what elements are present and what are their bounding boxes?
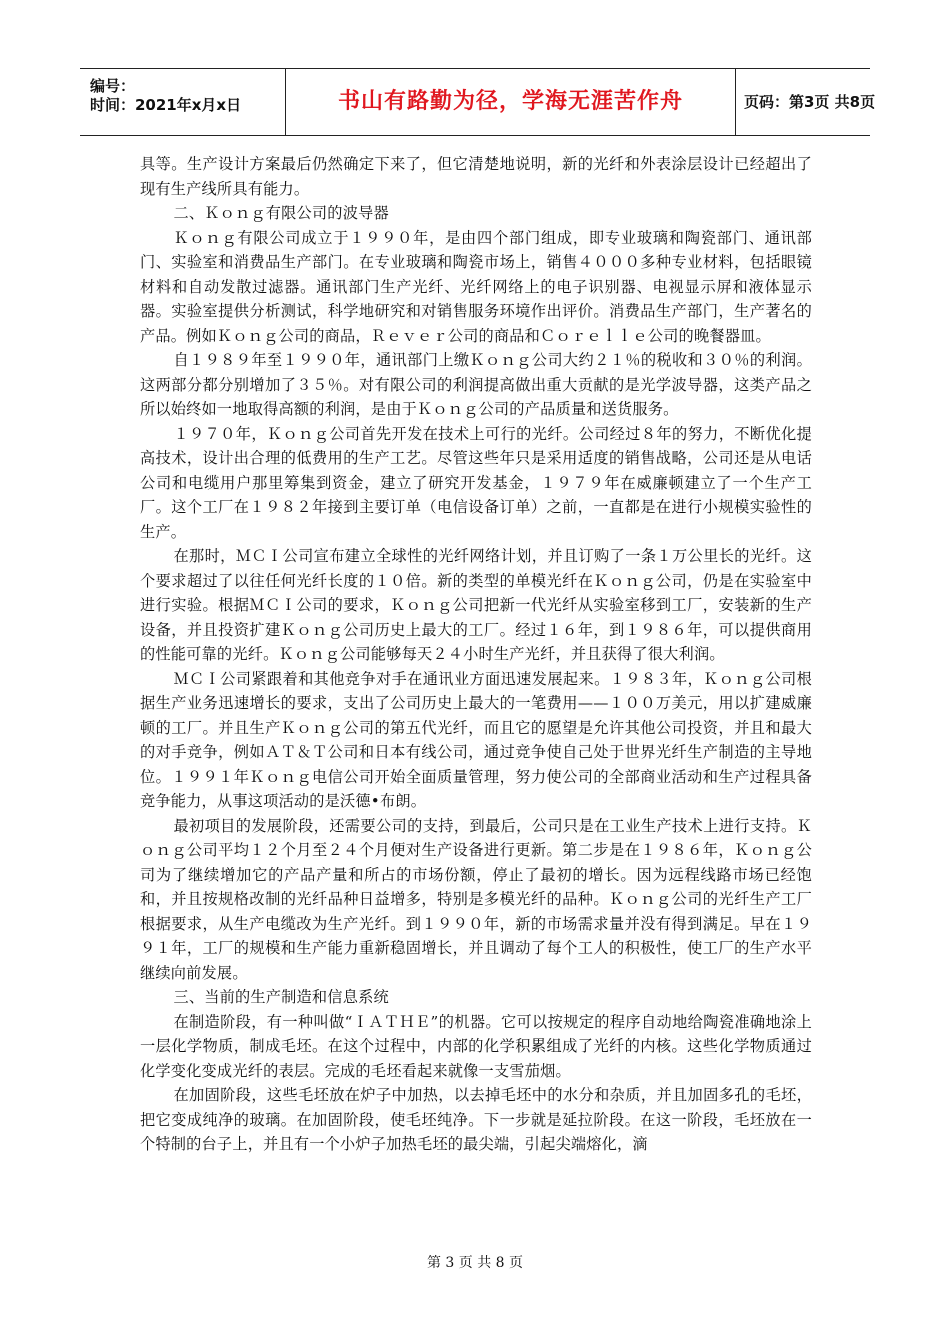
paragraph: ＭＣＩ公司紧跟着和其他竞争对手在通讯业方面迅速发展起来。１９８３年，Ｋｏｎｇ公司根据生产业务迅速增长的要求，支出了公司历史上最大的一笔费用——１００万美元，用以扩建威廉顿的工厂。并且生产Ｋｏｎｇ公司的第五代光纤，而且它的愿望是允许其他公司投资，并且和最大的对手竞争，例如ＡＴ＆Ｔ公司和日本有线公司，通过竞争使自己处于世界光纤生产制造的主导地位。１９９１年Ｋｏｎｇ电信公司开始全面质量管理，努力使公司的全部商业活动和生产过程具备竞争能力，从事这项活动的是沃德•布朗。 bbox=[140, 669, 812, 810]
paragraph: 在那时，ＭＣＩ公司宣布建立全球性的光纤网络计划，并且订购了一条１万公里长的光纤。这个要求超过了以往任何光纤长度的１０倍。新的类型的单模光纤在Ｋｏｎｇ公司，仍是在实验室中进行实验。根据ＭＣＩ公司的要求，Ｋｏｎｇ公司把新一代光纤从实验室移到工厂，安装新的生产设备，并且投资扩建Ｋｏｎｇ公司历史上最大的工厂。经过１６年，到１９８６年，可以提供商用的性能可靠的光纤。Ｋｏｎｇ公司能够每天２４小时生产光纤，并且获得了很大利润。 bbox=[140, 547, 812, 663]
paragraph: １９７０年，Ｋｏｎｇ公司首先开发在技术上可行的光纤。公司经过８年的努力，不断优化提高技术，设计出合理的低费用的生产工艺。尽管这些年只是采用适度的销售战略，公司还是从电话公司和电缆用户那里筹集到资金，建立了研究开发基金，１９７９年在威廉顿建立了一个生产工厂。这个工厂在１９８２年接到主要订单（电信设备订单）之前，一直都是在进行小规模实验性的生产。 bbox=[140, 424, 812, 541]
paragraph: 最初项目的发展阶段，还需要公司的支持，到最后，公司只是在工业生产技术上进行支持。Ｋｏｎｇ公司平均１２个月至２４个月便对生产设备进行更新。第二步是在１９８６年，Ｋｏｎｇ公司为了继续增加它的产品产量和所占的市场份额，停止了最初的增长。因为远程线路市场已经饱和，并且按规格改制的光纤品种日益增多，特别是多模光纤的品种。Ｋｏｎｇ公司的光纤生产工厂根据要求，从生产电缆改为生产光纤。到１９９０年，新的市场需求量并没有得到满足。早在１９９１年，工厂的规模和生产能力重新稳固增长，并且调动了每个工人的积极性，使工厂的生产水平继续向前发展。 bbox=[140, 816, 812, 982]
paragraph: 在制造阶段，有一种叫做“ＩＡＴＨＥ”的机器。它可以按规定的程序自动地给陶瓷准确地涂上一层化学物质，制成毛坯。在这个过程中，内部的化学积累组成了光纤的内核。这些化学物质通过化学变化变成光纤的表层。完成的毛坯看起来就像一支雪茄烟。 bbox=[140, 1012, 812, 1080]
paragraph-continuation: 具等。生产设计方案最后仍然确定下来了，但它清楚地说明，新的光纤和外表涂层设计已经超出了现有生产线所具有能力。 bbox=[140, 155, 812, 198]
paragraph: 自１９８９年至１９９０年，通讯部门上缴Ｋｏｎｇ公司大约２１％的税收和３０％的利润。这两部分都分别增加了３５％。对有限公司的利润提高做出重大贡献的是光学波导器，这类产品之所以始终如一地取得高额的利润，是由于Ｋｏｎｇ公司的产品质量和送货服务。 bbox=[140, 351, 812, 418]
header-page-cell bbox=[736, 69, 876, 135]
paragraph: 在加固阶段，这些毛坯放在炉子中加热，以去掉毛坯中的水分和杂质，并且加固多孔的毛坯，把它变成纯净的玻璃。在加固阶段，使毛坯纯净。下一步就是延拉阶段。在这一阶段，毛坯放在一个特制的台子上，并且有一个小炉子加热毛坯的最尖端，引起尖端熔化，滴 bbox=[140, 1086, 812, 1153]
header-page-label: 页码：第3页 共8页 bbox=[744, 93, 876, 111]
header-motto-cell bbox=[286, 69, 736, 135]
document-time-label: 时间：2021年x月x日 bbox=[90, 96, 242, 114]
header-motto: 书山有路勤为径，学海无涯苦作舟 bbox=[337, 89, 683, 114]
document-number-label: 编号： bbox=[90, 77, 136, 95]
header-meta bbox=[80, 69, 286, 135]
section-heading-2: 二、Ｋｏｎｇ有限公司的波导器 bbox=[173, 204, 389, 222]
page-header bbox=[80, 68, 876, 136]
section-heading-3: 三、当前的生产制造和信息系统 bbox=[173, 988, 389, 1006]
document-body bbox=[140, 152, 812, 1157]
page-footer: 第 3 页 共 8 页 bbox=[426, 1255, 524, 1271]
paragraph: Ｋｏｎｇ有限公司成立于１９９０年，是由四个部门组成，即专业玻璃和陶瓷部门、通讯部门、实验室和消费品生产部门。在专业玻璃和陶瓷市场上，销售４０００多种专业材料，包括眼镜材料和自动发散过滤器。通讯部门生产光纤、光纤网络上的电子识别器、电视显示屏和液体显示器。实验室提供分析测试，科学地研究和对销售服务环境作出评价。消费品生产部门，生产著名的产品。例如Ｋｏｎｇ公司的商品，Ｒｅｖｅｒ公司的商品和Ｃｏｒｅｌｌｅ公司的晚餐器皿。 bbox=[140, 228, 812, 345]
